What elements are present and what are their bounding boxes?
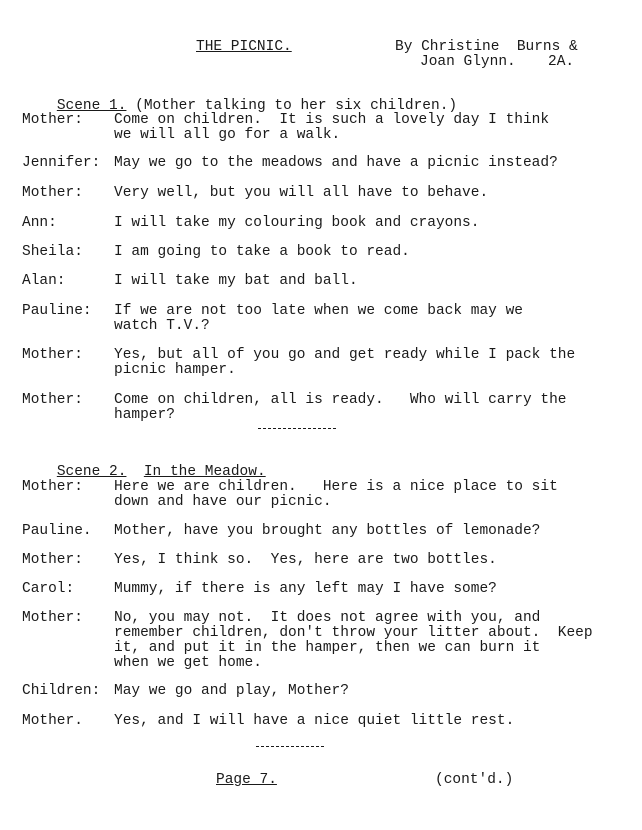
speaker-name: Jennifer: <box>22 155 101 171</box>
speaker-name: Mother: <box>22 112 83 128</box>
dialogue-text: Very well, but you will all have to behave. <box>114 185 489 201</box>
class-label: 2A. <box>548 54 575 70</box>
dialogue-text: hamper? <box>114 407 175 423</box>
scene-1-label: Scene 1. <box>56 98 127 114</box>
dialogue-text: down and have our picnic. <box>114 494 332 510</box>
dialogue-text: Come on children. It is such a lovely day I think <box>114 112 550 128</box>
dialogue-text: we will all go for a walk. <box>114 127 341 143</box>
dialogue-text: picnic hamper. <box>114 362 236 378</box>
play-title: THE PICNIC. <box>196 39 292 55</box>
dialogue-text: Yes, but all of you go and get ready while I pack the <box>114 347 576 363</box>
dialogue-text: If we are not too late when we come back may we <box>114 303 523 319</box>
dialogue-text: Yes, and I will have a nice quiet little rest. <box>114 713 515 729</box>
speaker-name: Mother: <box>22 479 83 495</box>
scene-2-description: In the Meadow. <box>143 464 266 480</box>
scene-1-description: (Mother talking to her six children.) <box>135 98 458 114</box>
scene-2-label: Scene 2. <box>56 464 127 480</box>
page-number: Page 7. <box>216 772 277 788</box>
speaker-name: Alan: <box>22 273 66 289</box>
speaker-name: Pauline: <box>22 303 92 319</box>
dialogue-text: it, and put it in the hamper, then we can burn it <box>114 640 541 656</box>
dialogue-text: Yes, I think so. Yes, here are two bottles. <box>114 552 497 568</box>
author-line-1: By Christine Burns & <box>395 39 578 55</box>
author-line-2: Joan Glynn. <box>420 54 516 70</box>
dialogue-text: Here we are children. Here is a nice place to sit <box>114 479 558 495</box>
speaker-name: Children: <box>22 683 101 699</box>
dialogue-text: Come on children, all is ready. Who will carry the <box>114 392 567 408</box>
dialogue-text: I will take my colouring book and crayons. <box>114 215 480 231</box>
speaker-name: Sheila: <box>22 244 83 260</box>
dialogue-text: Mummy, if there is any left may I have some? <box>114 581 497 597</box>
speaker-name: Pauline. <box>22 523 92 539</box>
dialogue-text: May we go and play, Mother? <box>114 683 349 699</box>
end-divider <box>256 746 324 747</box>
dialogue-text: when we get home. <box>114 655 262 671</box>
speaker-name: Mother: <box>22 610 83 626</box>
dialogue-text: Mother, have you brought any bottles of lemonade? <box>114 523 541 539</box>
speaker-name: Carol: <box>22 581 75 597</box>
dialogue-text: watch T.V.? <box>114 318 210 334</box>
dialogue-text: I will take my bat and ball. <box>114 273 358 289</box>
dialogue-text: remember children, don't throw your litter about. Keep <box>114 625 593 641</box>
dialogue-text: May we go to the meadows and have a picnic instead? <box>114 155 558 171</box>
speaker-name: Mother: <box>22 185 83 201</box>
speaker-name: Mother. <box>22 713 83 729</box>
dialogue-text: No, you may not. It does not agree with you, and <box>114 610 541 626</box>
speaker-name: Mother: <box>22 392 83 408</box>
continued-note: (cont'd.) <box>435 772 514 788</box>
speaker-name: Mother: <box>22 347 83 363</box>
speaker-name: Mother: <box>22 552 83 568</box>
scene-divider <box>258 428 336 429</box>
speaker-name: Ann: <box>22 215 57 231</box>
dialogue-text: I am going to take a book to read. <box>114 244 410 260</box>
